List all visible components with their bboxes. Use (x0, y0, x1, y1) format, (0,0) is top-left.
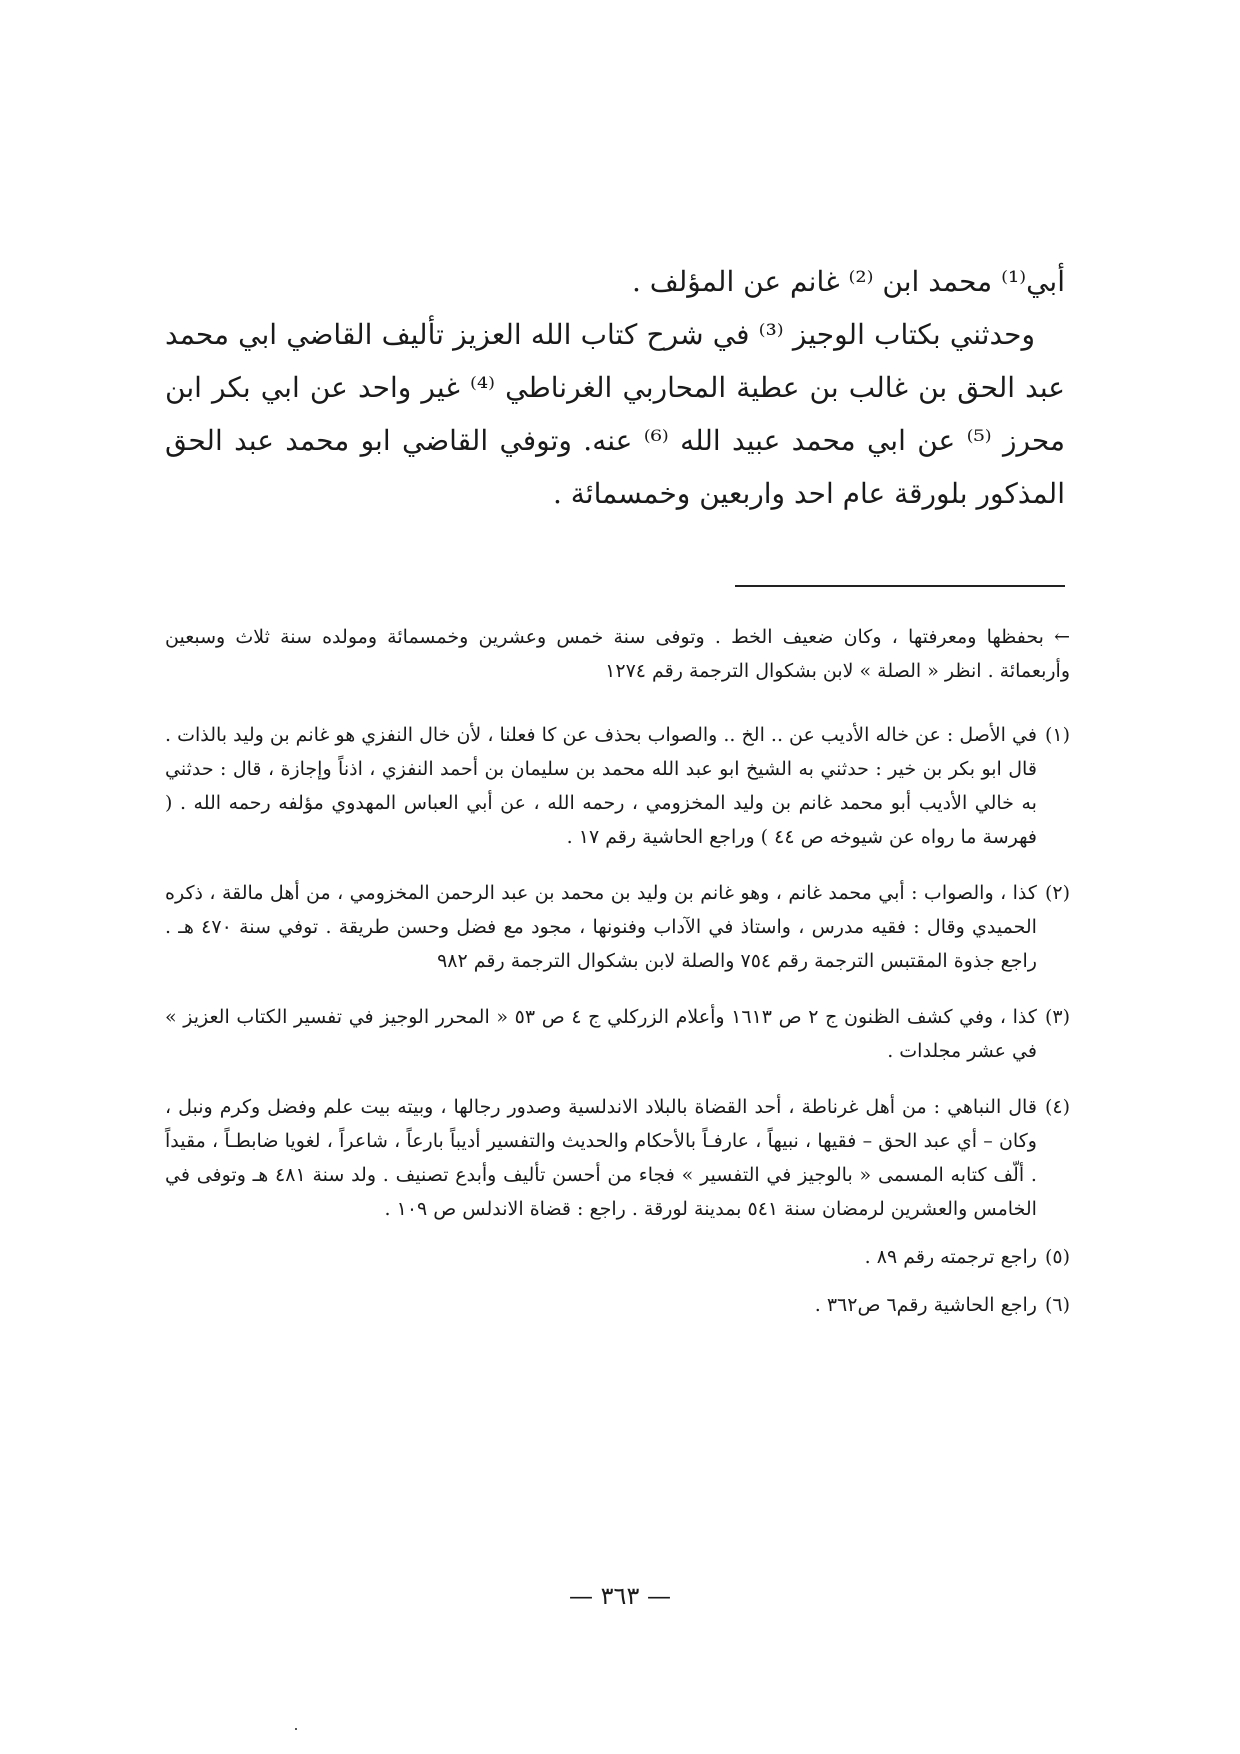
footnote-text: في الأصل : عن خاله الأديب عن .. الخ .. والصواب بحذف عن كا فعلنا ، لأن خال النفزي هو غانم بن وليد بالذات . قال ابو بكر بن خير : حدثني به الشيخ ابو عبد الله محمد بن سليمان بن أحمد النفزي ، اذناً وإجازة ، قال : حدثني به خالي الأديب أبو محمد غانم بن وليد المخزومي ، رحمه الله ، عن أبي العباس المهدوي مؤلفه رحمه الله . ( فهرسة ما رواه عن شيوخه ص ٤٤ ) وراجع الحاشية رقم ١٧ . (165, 724, 1037, 848)
footnote-number: (١) (1044, 724, 1070, 746)
footnote-1 (165, 718, 1070, 854)
footnote-divider (735, 585, 1065, 587)
footnote-text: كذا ، والصواب : أبي محمد غانم ، وهو غانم بن وليد بن محمد بن عبد الرحمن المخزومي ، من أهل مالقة ، ذكره الحميدي وقال : فقيه مدرس ، واستاذ في الآداب وفنونها ، مجود مع فضل وحسن طريقة . توفي سنة ٤٧٠ هـ . راجع جذوة المقتبس الترجمة رقم ٧٥٤ والصلة لابن بشكوال الترجمة رقم ٩٨٢ (165, 882, 1037, 972)
footnote-6 (165, 1288, 1070, 1322)
footnote-number: (٤) (1044, 1096, 1070, 1118)
footnote-number: (٣) (1044, 1006, 1070, 1028)
footnote-number: (٥) (1044, 1246, 1070, 1268)
main-text (165, 255, 1065, 520)
page-number: — ٣٦٣ — (569, 1582, 671, 1610)
footnote-number: (٦) (1044, 1294, 1070, 1316)
footnotes (165, 620, 1070, 1336)
footnote-text: قال النباهي : من أهل غرناطة ، أحد القضاة بالبلاد الاندلسية وصدور رجالها ، وبيته بيت علم وفضل وكرم ونبل ، وكان – أي عبد الحق – فقيها ، نبيهاً ، عارفـاً بالأحكام والحديث والتفسير أديباً بارعاً ، شاعراً ، لغويا ضابطـاً ، مقيداً . ألّف كتابه المسمى « بالوجيز في التفسير » فجاء من أحسن تأليف وأبدع تصنيف . ولد سنة ٤٨١ هـ وتوفى في الخامس والعشرين لرمضان سنة ٥٤١ بمدينة لورقة . راجع : قضاة الاندلس ص ١٠٩ . (165, 1096, 1037, 1220)
footnote-text: راجع ترجمته رقم ٨٩ . (864, 1246, 1037, 1268)
main-line-1: أبي⁽¹⁾ محمد ابن ⁽²⁾ غانم عن المؤلف . (631, 265, 1065, 298)
footnote-5 (165, 1240, 1070, 1274)
main-paragraph: وحدثني بكتاب الوجيز ⁽³⁾ في شرح كتاب الله العزيز تأليف القاضي ابي محمد عبد الحق بن غالب بن عطية المحاربي الغرناطي ⁽⁴⁾ غير واحد عن ابي بكر ابن محرز ⁽⁵⁾ عن ابي محمد عبيد الله ⁽⁶⁾ عنه. وتوفي القاضي ابو محمد عبد الحق المذكور بلورقة عام احد واربعين وخمسمائة . (165, 318, 1065, 510)
footnote-3 (165, 1000, 1070, 1068)
footnote-text: كذا ، وفي كشف الظنون ج ٢ ص ١٦١٣ وأعلام الزركلي ج ٤ ص ٥٣ « المحرر الوجيز في تفسير الكتاب العزيز » في عشر مجلدات . (165, 1006, 1037, 1062)
scan-speck (295, 1728, 297, 1730)
footnote-number: (٢) (1044, 882, 1070, 904)
footnote-2 (165, 876, 1070, 978)
footnote-text: راجع الحاشية رقم٦ ص٣٦٢ . (814, 1294, 1037, 1316)
footnote-4 (165, 1090, 1070, 1226)
footnote-continuation: ← بحفظها ومعرفتها ، وكان ضعيف الخط . وتوفى سنة خمس وعشرين وخمسمائة ومولده سنة ثلاث وسبعين وأربعمائة . انظر « الصلة » لابن بشكوال الترجمة رقم ١٢٧٤ (165, 626, 1070, 682)
